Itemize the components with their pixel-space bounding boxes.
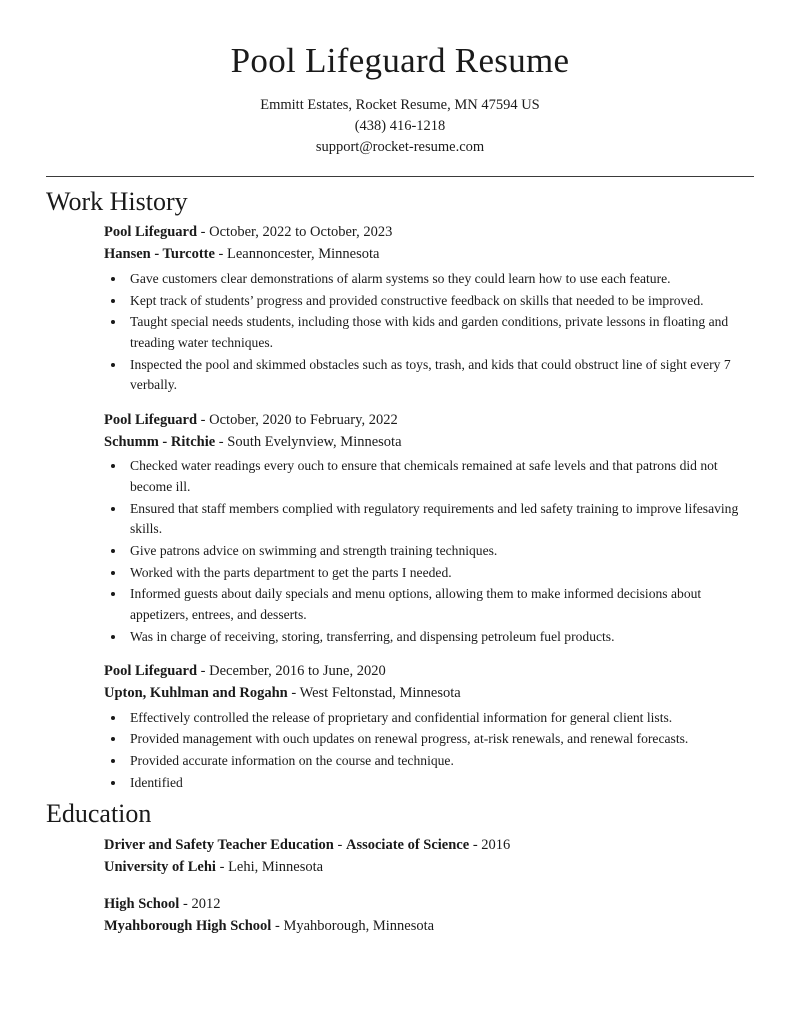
list-item: • Inspected the pool and skimmed obstacles such as toys, trash, and kids that could obstruct line of sight every 7 verbally. [126, 355, 754, 396]
education-year: 2016 [481, 837, 511, 854]
contact-address: Emmitt Estates, Rocket Resume, MN 47594 US [260, 96, 540, 113]
job-company: Schumm - Ritchie [104, 433, 216, 450]
job-bullet-list [104, 708, 754, 794]
contact-phone: (438) 416-1218 [354, 117, 446, 134]
list-item: • Ensured that staff members complied with regulatory requirements and led safety training to improve lifesaving skills. [126, 499, 754, 540]
contact-email: support@rocket-resume.com [315, 138, 485, 155]
list-item: • Informed guests about daily specials and menu options, allowing them to make informed decisions about appetizers, entrees, and desserts. [126, 584, 754, 625]
entry-separator: - [469, 837, 482, 854]
job-role: Pool Lifeguard [104, 411, 198, 428]
work-history-section [46, 187, 754, 794]
list-item: • Taught special needs students, including those with kids and garden conditions, private lessons in floating and treading water techniques. [126, 312, 754, 353]
work-entry-subheading [104, 244, 754, 266]
page-title: Pool Lifeguard Resume [230, 41, 570, 80]
entry-separator: - [333, 837, 346, 854]
job-role: Pool Lifeguard [104, 663, 198, 680]
list-item: • Identified [126, 773, 754, 794]
job-role: Pool Lifeguard [104, 224, 198, 241]
work-entry [46, 222, 754, 395]
job-dates: October, 2020 to February, 2022 [209, 411, 398, 428]
education-credential: Associate of Science [345, 837, 470, 854]
list-item: • Kept track of students’ progress and provided constructive feedback on skills that needed to be improved. [126, 291, 754, 312]
work-entry-subheading [104, 432, 754, 454]
list-item: • Gave customers clear demonstrations of alarm systems so they could learn how to use each feature. [126, 269, 754, 290]
work-entry-heading [104, 222, 754, 244]
education-school: University of Lehi [104, 859, 216, 876]
work-entry-heading [104, 661, 754, 683]
education-location: Myahborough, Minnesota [283, 917, 435, 934]
education-degree-line [104, 835, 754, 857]
entry-separator: - [287, 685, 300, 702]
entry-separator: - [214, 246, 228, 263]
entry-separator: - [215, 433, 228, 450]
education-school-line [104, 857, 754, 879]
education-degree: Driver and Safety Teacher Education [104, 837, 334, 854]
job-company: Hansen - Turcotte [104, 246, 215, 263]
education-year: 2012 [191, 895, 221, 912]
work-entry [46, 661, 754, 793]
list-item: • Provided management with ouch updates on renewal progress, at-risk renewals, and renewal forecasts. [126, 729, 754, 750]
job-location: Leannoncester, Minnesota [227, 246, 380, 263]
education-entry [46, 894, 754, 938]
education-school: Myahborough High School [104, 917, 272, 934]
entry-separator: - [179, 895, 192, 912]
list-item: • Worked with the parts department to get the parts I needed. [126, 563, 754, 584]
job-dates: October, 2022 to October, 2023 [209, 224, 393, 241]
job-company: Upton, Kuhlman and Rogahn [104, 685, 288, 702]
job-bullet-list [104, 456, 754, 647]
education-degree: High School [104, 895, 180, 912]
work-entry [46, 410, 754, 647]
entry-separator: - [197, 224, 210, 241]
education-degree-line [104, 894, 754, 916]
list-item: • Was in charge of receiving, storing, transferring, and dispensing petroleum fuel products. [126, 627, 754, 648]
list-item: • Effectively controlled the release of proprietary and confidential information for general client lists. [126, 708, 754, 729]
section-title-work-history: Work History [46, 186, 188, 216]
job-location: South Evelynview, Minnesota [227, 433, 402, 450]
entry-separator: - [197, 411, 210, 428]
job-dates: December, 2016 to June, 2020 [209, 663, 386, 680]
list-item: • Provided accurate information on the course and technique. [126, 751, 754, 772]
job-bullet-list [104, 269, 754, 396]
header-divider [46, 176, 754, 177]
education-school-line [104, 916, 754, 938]
job-location: West Feltonstad, Minnesota [299, 685, 461, 702]
education-section [46, 799, 754, 937]
work-entry-heading [104, 410, 754, 432]
entry-separator: - [271, 917, 284, 934]
section-title-education: Education [46, 799, 152, 829]
list-item: • Checked water readings every ouch to ensure that chemicals remained at safe levels and that patrons did not become ill. [126, 456, 754, 497]
entry-separator: - [215, 859, 229, 876]
education-location: Lehi, Minnesota [228, 859, 324, 876]
entry-separator: - [197, 663, 210, 680]
education-entry [46, 835, 754, 879]
list-item: • Give patrons advice on swimming and strength training techniques. [126, 541, 754, 562]
work-entry-subheading [104, 683, 754, 705]
